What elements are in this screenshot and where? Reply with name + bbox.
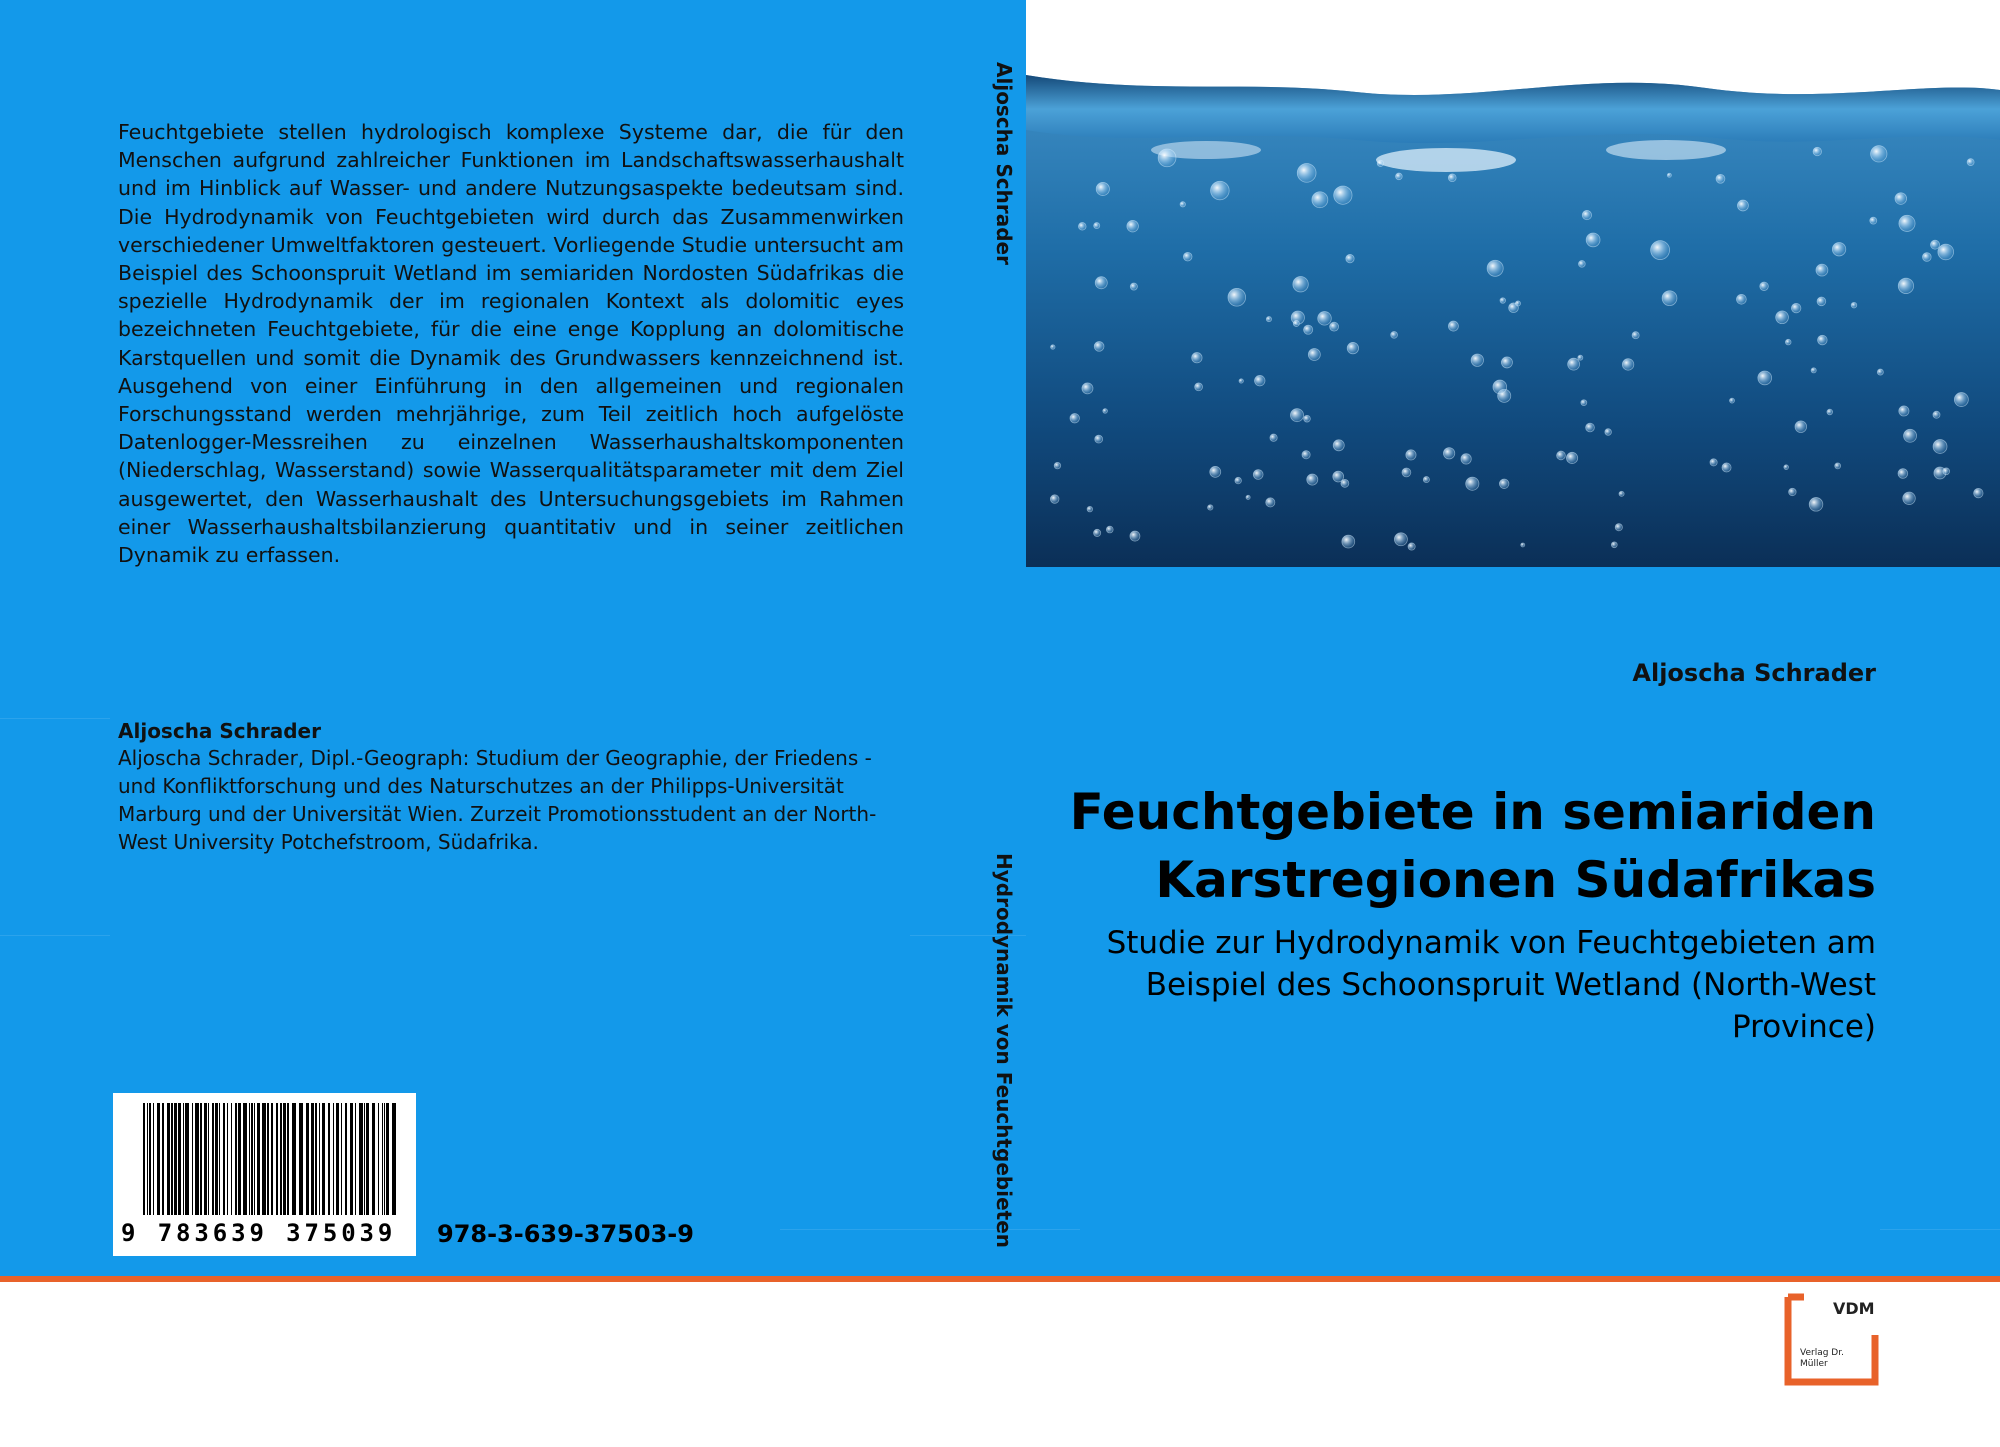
book-subtitle: Studie zur Hydrodynamik von Feuchtgebieten am Beispiel des Schoonspruit Wetland (North-West Province): [1106, 925, 1876, 1045]
spine-author: Aljoscha Schrader: [992, 62, 1016, 265]
barcode-digits: 9 783639 375039: [121, 1219, 397, 1247]
water-bubbles-image: [1026, 0, 2000, 567]
back-cover-blurb: Feuchtgebiete stellen hydrologisch komplexe Systeme dar, die für den Menschen aufgrund zahlreicher Funktionen im Landschaftswasserhaushalt und im Hinblick auf Wasser- und andere Nutzungsaspekte bedeutsam sind. Die Hydrodynamik von Feuchtgebieten wird durch das Zusammenwirken verschiedener Umweltfaktoren gesteuert. Vorliegende Studie untersucht am Beispiel des Schoonspruit Wetland im semiariden Nordosten Südafrikas die spezielle Hydrodynamik der im regionalen Kontext als dolomitic eyes bezeichneten Feuchtgebiete, für die eine enge Kopplung an dolomitische Karstquellen und somit die Dynamik des Grundwassers kennzeichnend ist. Ausgehend von einer Einführung in den allgemeinen und regionalen Forschungsstand werden mehrjährige, zum Teil zeitlich hoch aufgelöste Datenlogger-Messreihen zu einzelnen Wasserhaushaltskomponenten (Niederschlag, Wasserstand) sowie Wasserqualitätsparameter mit dem Ziel ausgewertet, den Wasserhaushalt des Untersuchungsgebiets im Rahmen einer Wasserhaushaltsbilanzierung quantitativ und in seiner zeitlichen Dynamik zu erfassen.: [118, 120, 904, 568]
publisher-logo-text: VDM: [1833, 1299, 1875, 1318]
guide-line: [0, 935, 110, 936]
front-author: Aljoscha Schrader: [1632, 659, 1876, 687]
publisher-logo-subtext: Verlag Dr. Müller: [1800, 1348, 1844, 1369]
author-bio-name: Aljoscha Schrader: [118, 719, 321, 743]
orange-stripe: [0, 1276, 2000, 1282]
guide-line: [0, 718, 110, 719]
isbn-number: 978-3-639-37503-9: [437, 1220, 694, 1248]
spine-title: Hydrodynamik von Feuchtgebieten: [992, 853, 1016, 1249]
author-bio-text: Aljoscha Schrader, Dipl.-Geograph: Studium der Geographie, der Friedens - und Konfliktforschung und des Naturschutzes an der Philipps-Universität Marburg und der Universität Wien. Zurzeit Promotionsstudent an der North-West University Potchefstroom, Südafrika.: [118, 746, 877, 854]
barcode: [113, 1093, 416, 1256]
book-title: Feuchtgebiete in semiariden Karstregionen Südafrikas: [1069, 783, 1876, 909]
guide-line: [1880, 1229, 2000, 1230]
guide-line: [780, 1229, 1080, 1230]
